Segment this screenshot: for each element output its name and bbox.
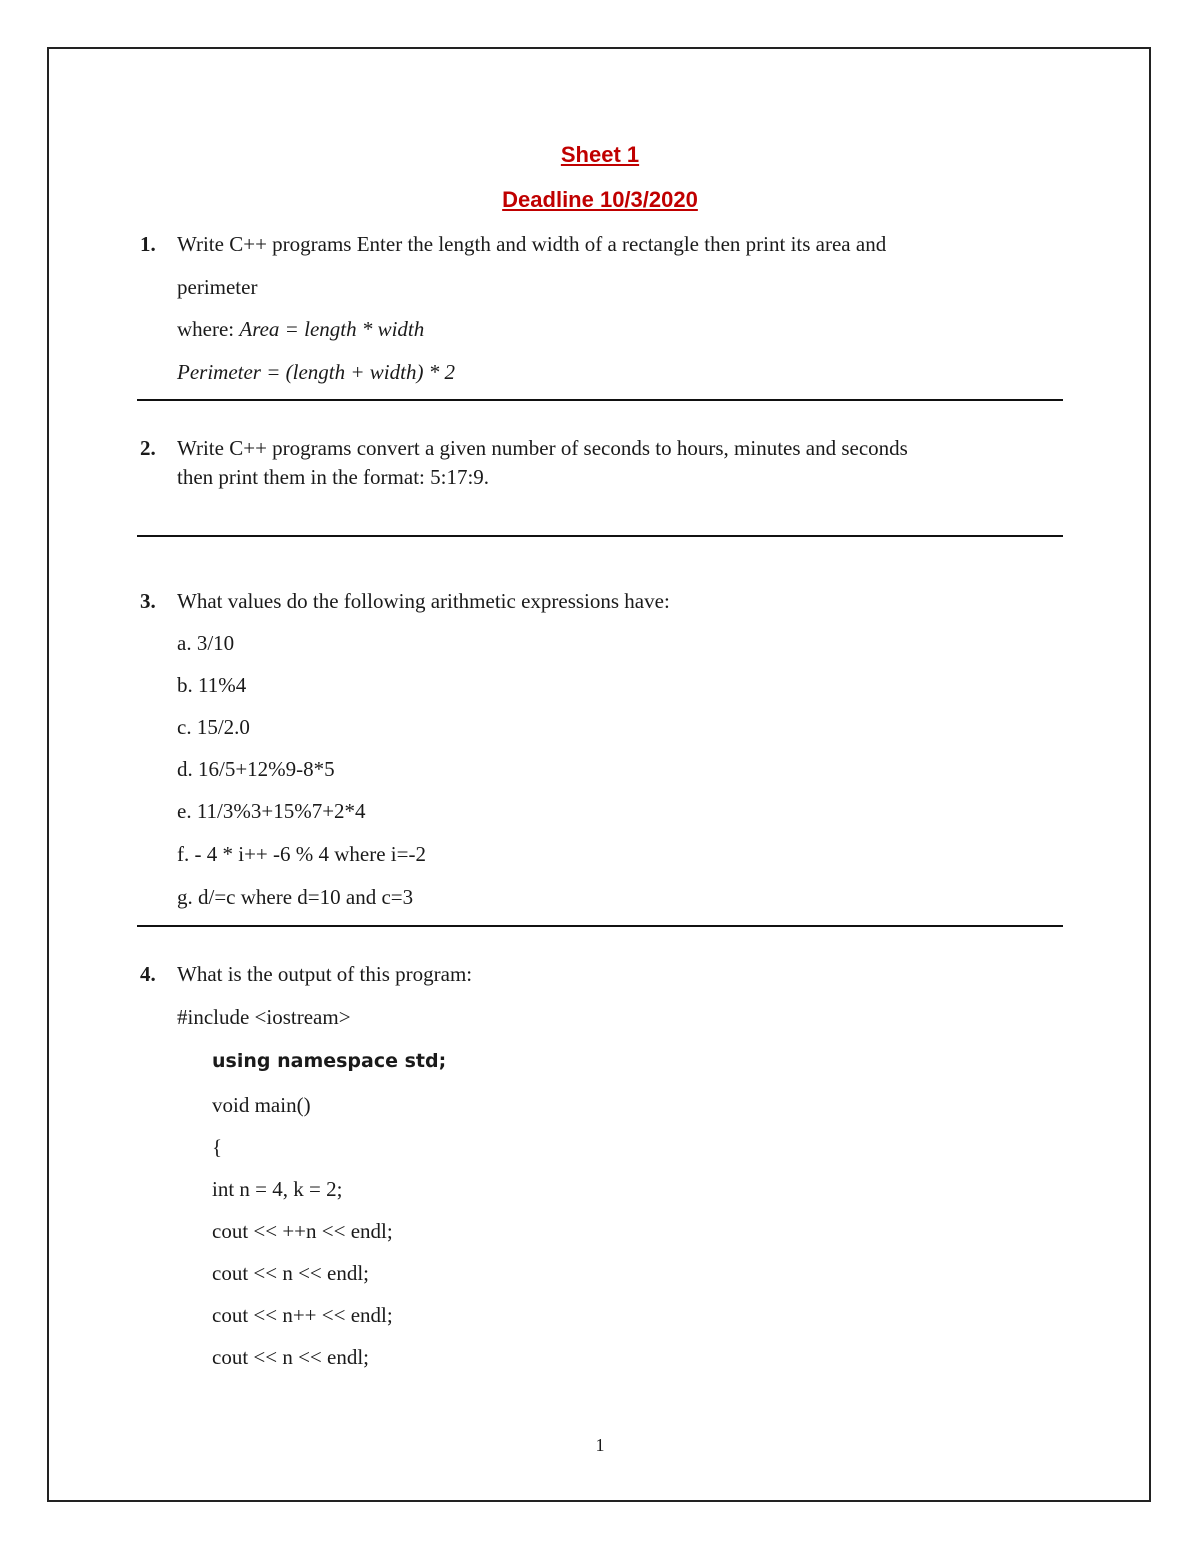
q3-item-e: e. 11/3%3+15%7+2*4 [177,799,366,823]
q3-item-a: a. 3/10 [177,631,235,655]
q3-item-d: d. 16/5+12%9-8*5 [177,757,335,781]
deadline-title: Deadline 10/3/2020 [502,187,698,212]
q1-perimeter-formula: Perimeter = (length + width) * 2 [177,360,455,384]
q3-item-g: g. d/=c where d=10 and c=3 [177,885,414,909]
q1-area-formula-line [177,317,424,342]
q3-number: 3. [140,589,156,613]
divider-2 [137,535,1063,537]
code-using: using namespace std; [212,1050,447,1072]
q2-text-line2: then print them in the format: 5:17:9. [177,465,490,489]
divider-3 [137,925,1063,927]
q3-item-c: c. 15/2.0 [177,715,250,739]
q1-number: 1. [140,232,156,256]
q1-where-label: where: [177,317,240,341]
q4-number: 4. [140,962,156,986]
code-line-cout-4: cout << n << endl; [212,1345,370,1369]
code-line-decl: int n = 4, k = 2; [212,1177,343,1201]
q3-item-b: b. 11%4 [177,673,247,697]
q3-prompt: What values do the following arithmetic expressions have: [177,589,670,613]
q1-area-formula: Area = length * width [239,317,425,341]
sheet-title: Sheet 1 [560,142,640,167]
code-line-main: void main() [212,1093,311,1117]
q2-number: 2. [140,436,156,460]
code-line-brace: { [212,1135,223,1159]
code-include: #include <iostream> [177,1005,351,1029]
divider-1 [137,399,1063,401]
page-number: 1 [595,1435,605,1455]
q2-text-line1: Write C++ programs convert a given number of seconds to hours, minutes and seconds [177,436,908,460]
code-line-cout-1: cout << ++n << endl; [212,1219,393,1243]
code-line-cout-2: cout << n << endl; [212,1261,370,1285]
code-line-cout-3: cout << n++ << endl; [212,1303,393,1327]
q1-text-line1: Write C++ programs Enter the length and width of a rectangle then print its area and [177,232,887,256]
q4-prompt: What is the output of this program: [177,962,473,986]
q1-text-line2: perimeter [177,275,258,299]
q3-item-f: f. - 4 * i++ -6 % 4 where i=-2 [177,842,426,866]
